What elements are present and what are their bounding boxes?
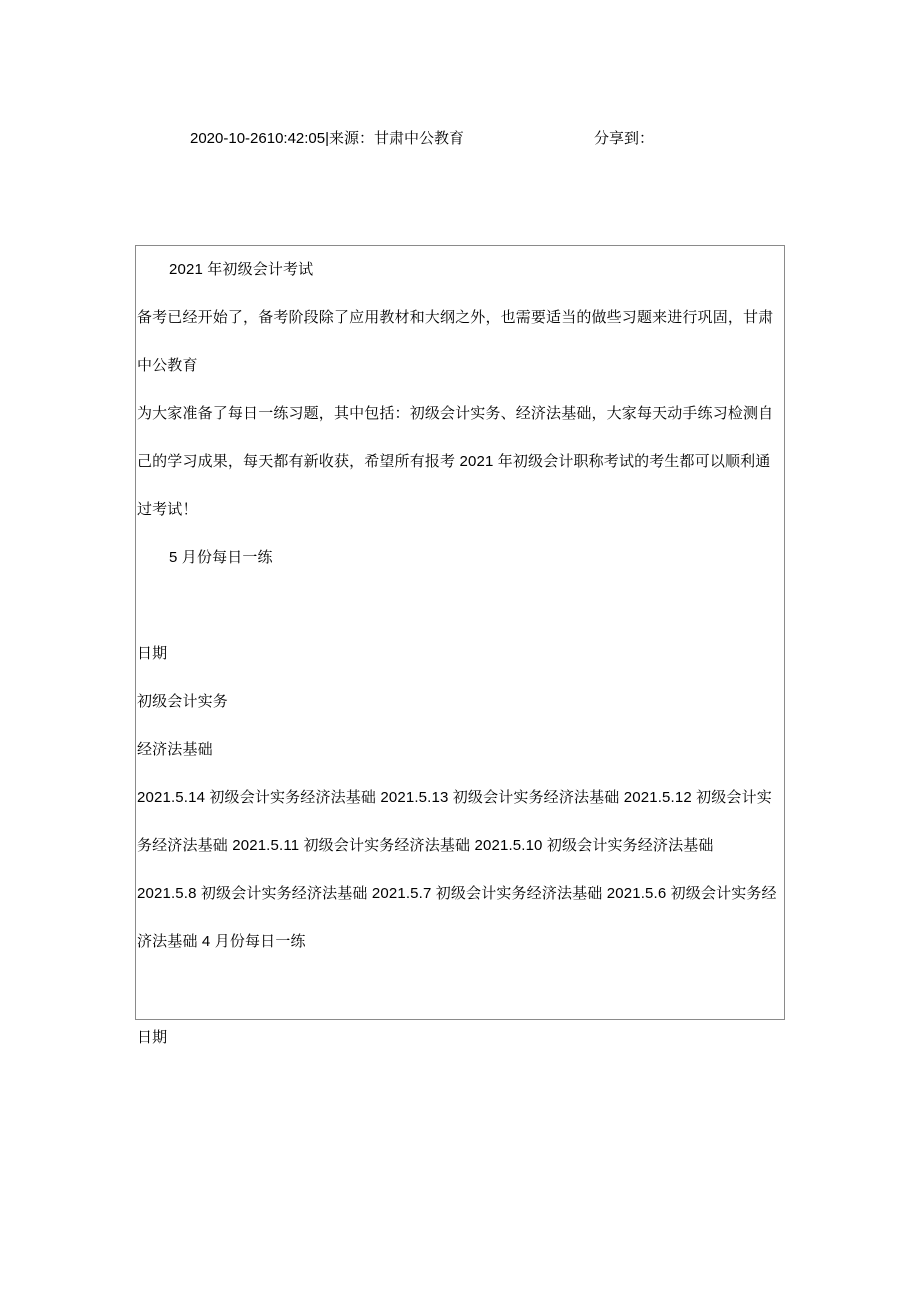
article-paragraph-2: 为大家准备了每日一练习题，其中包括：初级会计实务、经济法基础，大家每天动手练习检测自己的学习成果，每天都有新收获，希望所有报考 2021 年初级会计职称考试的考生都可以顺利通过考试！ (137, 405, 774, 518)
table-header-date-2: 日期 (137, 1029, 168, 1046)
article-body (137, 246, 785, 1062)
article-content-box (135, 245, 785, 1046)
may-rows-part-2: 2021.5.8 初级会计实务经济法基础 2021.5.7 初级会计实务经济法基础 2021.5.6 初级会计实务经济法基础 4 月份每日一练 (137, 885, 777, 950)
table-header-law: 经济法基础 (137, 741, 213, 758)
article-paragraph-1: 备考已经开始了，备考阶段除了应用教材和大纲之外，也需要适当的做些习题来进行巩固，甘肃中公教育 (137, 309, 774, 374)
article-heading: 2021 年初级会计考试 (169, 261, 314, 278)
section-heading-may: 5 月份每日一练 (169, 549, 273, 566)
spacer-1 (137, 582, 785, 630)
table-header-practice: 初级会计实务 (137, 693, 228, 710)
spacer-2 (137, 966, 785, 1014)
may-rows-part-1: 2021.5.14 初级会计实务经济法基础 2021.5.13 初级会计实务经济法基础 2021.5.12 初级会计实务经济法基础 2021.5.11 初级会计实务经济法基础 2021.5.10 初级会计实务经济法基础 (137, 789, 772, 854)
timestamp-and-source: 2020-10-2610:42:05|来源：甘肃中公教育 (190, 130, 465, 147)
share-to-label: 分享到： (594, 130, 655, 147)
article-meta-bar (0, 126, 920, 152)
table-header-date: 日期 (137, 645, 168, 662)
